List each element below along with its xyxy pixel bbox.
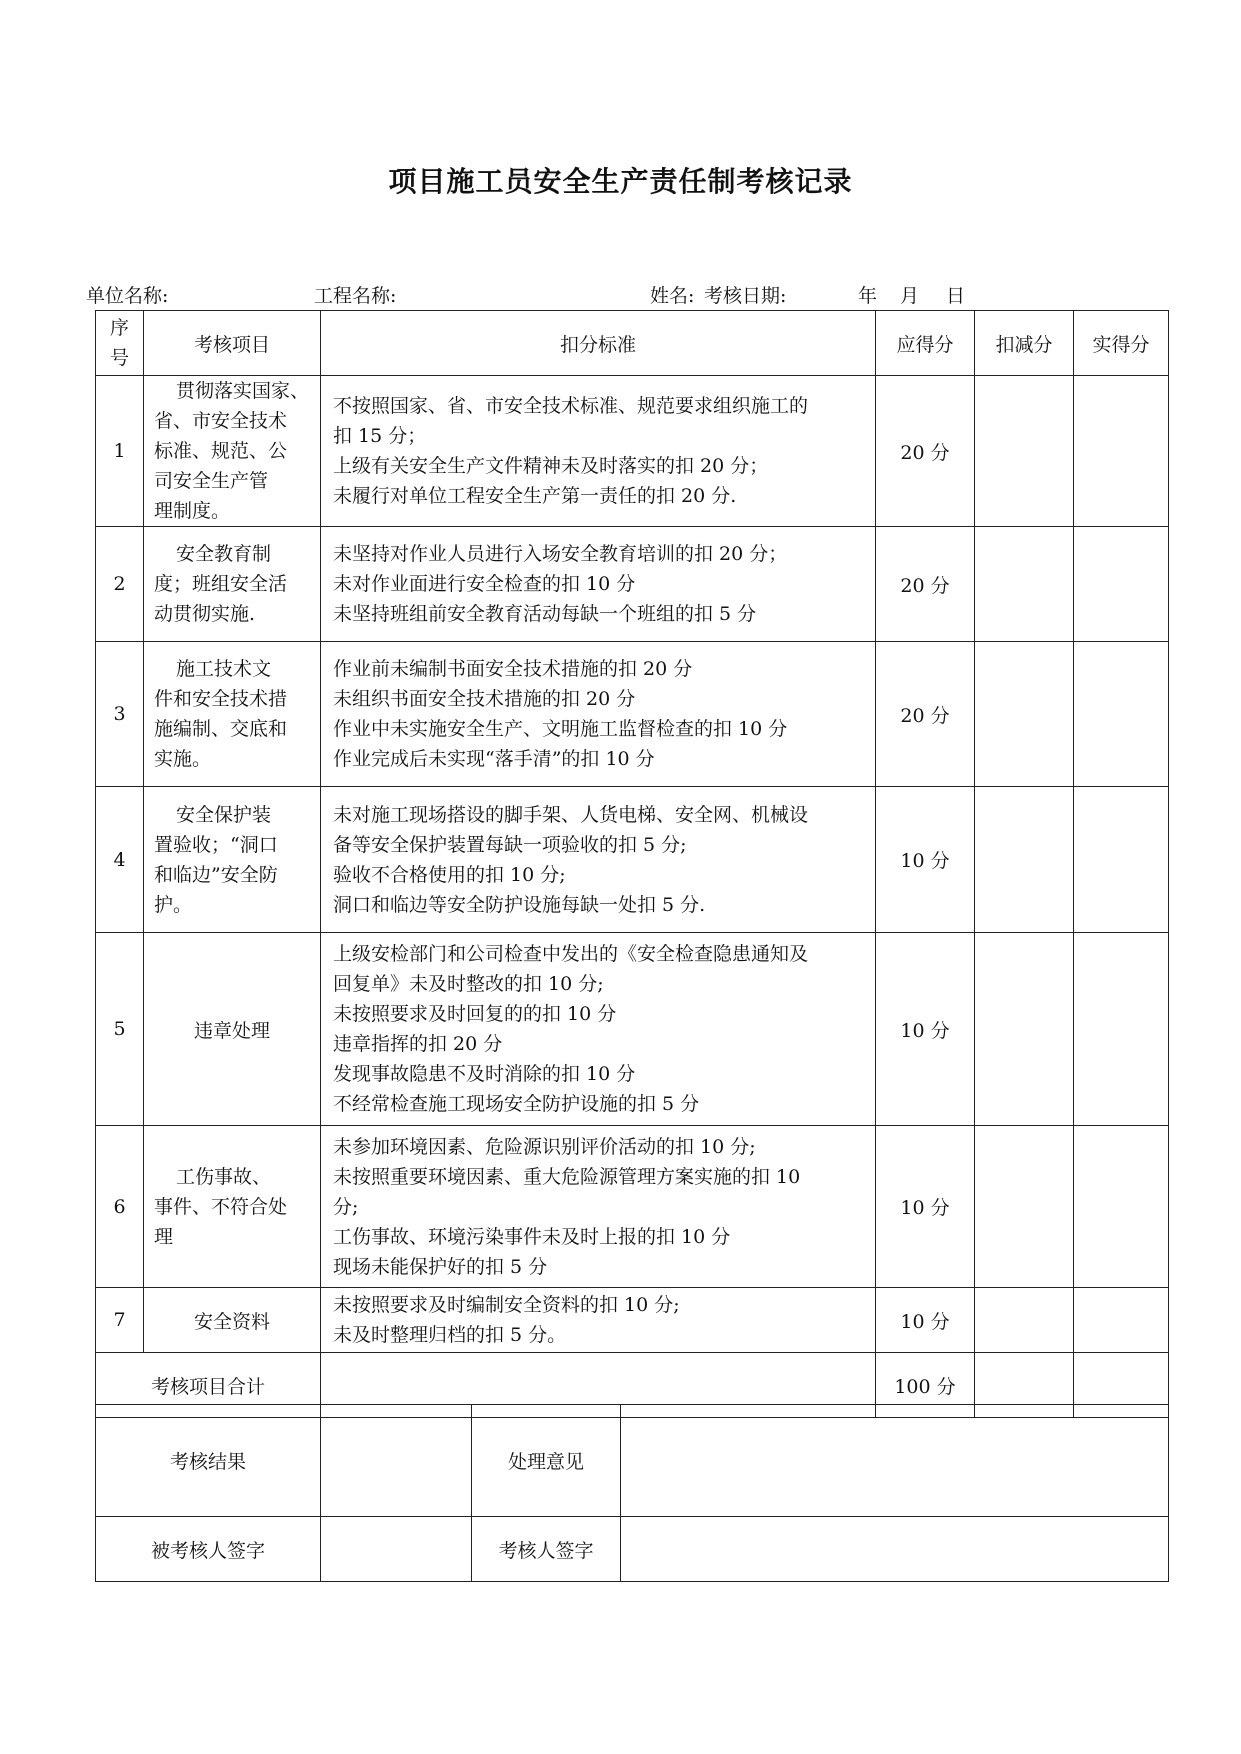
row-item-line: 理制度。 [154, 500, 231, 522]
criteria-line: 洞口和临边等安全防护设施每缺一处扣 5 分. [333, 893, 706, 916]
criteria-line: 违章指挥的扣 20 分 [333, 1033, 503, 1055]
row-seq: 5 [96, 933, 144, 1126]
row-should-score: 10 分 [876, 1126, 975, 1288]
row-item-line: 实施。 [154, 748, 212, 770]
row-criteria [321, 642, 876, 787]
row-actual-cell[interactable] [1074, 642, 1169, 787]
result-table [95, 1404, 1169, 1582]
page-title: 项目施工员安全生产责任制考核记录 [388, 165, 853, 198]
criteria-line: 回复单》未及时整改的扣 10 分; [333, 973, 604, 995]
row-seq: 4 [96, 787, 144, 933]
row-deduct-cell[interactable] [975, 527, 1074, 642]
row-item-line: 安全教育制 [176, 543, 272, 565]
row-should-score: 20 分 [876, 642, 975, 787]
criteria-line: 验收不合格使用的扣 10 分; [333, 863, 566, 886]
row-item-line: 施编制、交底和 [154, 718, 288, 740]
row-seq: 3 [96, 642, 144, 787]
criteria-line: 现场未能保护好的扣 5 分 [333, 1255, 548, 1278]
criteria-line: 未按照要求及时回复的的扣 10 分 [333, 1003, 617, 1025]
row-criteria [321, 376, 876, 527]
row-criteria [321, 1126, 876, 1288]
criteria-line: 未对施工现场搭设的脚手架、人货电梯、安全网、机械设 [333, 803, 809, 826]
criteria-line: 未对作业面进行安全检查的扣 10 分 [333, 573, 636, 595]
examinee-signature-label: 被考核人签字 [96, 1517, 321, 1582]
header-row [96, 311, 1169, 376]
row-item-line: 护。 [154, 893, 193, 916]
row-criteria [321, 787, 876, 933]
row-deduct-cell[interactable] [975, 1126, 1074, 1288]
header-item: 考核项目 [144, 311, 321, 376]
row-item-line: 安全资料 [193, 1310, 270, 1333]
row-item-line: 违章处理 [193, 1019, 270, 1042]
criteria-line: 扣 15 分； [333, 425, 427, 447]
result-value-cell[interactable] [321, 1405, 472, 1517]
row-item-line: 司安全生产管 [154, 470, 269, 492]
row-item-line: 安全保护装 [176, 803, 272, 826]
row-item-line: 置验收；“洞口 [154, 833, 278, 856]
row-item-line: 事件、不符合处 [154, 1195, 288, 1218]
table-row [96, 376, 1169, 527]
row-should-score: 20 分 [876, 376, 975, 527]
opinion-label: 处理意见 [472, 1405, 621, 1517]
row-seq: 2 [96, 527, 144, 642]
unit-name-label: 单位名称: [86, 285, 169, 307]
criteria-line: 不经常检查施工现场安全防护设施的扣 5 分 [333, 1093, 700, 1115]
row-criteria [321, 527, 876, 642]
row-actual-cell[interactable] [1074, 527, 1169, 642]
row-item-line: 标准、规范、公 [154, 440, 288, 462]
project-name-label: 工程名称: [314, 285, 397, 307]
table-row [96, 933, 1169, 1126]
row-item-line: 省、市安全技术 [154, 410, 288, 432]
row-deduct-cell[interactable] [975, 1288, 1074, 1353]
row-deduct-cell[interactable] [975, 376, 1074, 527]
row-item [144, 1126, 321, 1288]
header-should-score: 应得分 [876, 311, 975, 376]
criteria-line: 工伤事故、环境污染事件未及时上报的扣 10 分 [333, 1225, 731, 1248]
examiner-signature-cell[interactable] [621, 1517, 1169, 1582]
row-actual-cell[interactable] [1074, 376, 1169, 527]
criteria-line: 未参加环境因素、危险源识别评价活动的扣 10 分; [333, 1135, 756, 1158]
criteria-line: 分; [333, 1195, 359, 1218]
row-item [144, 1288, 321, 1353]
row-item [144, 933, 321, 1126]
row-criteria [321, 1288, 876, 1353]
row-item-line: 动贯彻实施. [154, 603, 256, 625]
criteria-line: 发现事故隐患不及时消除的扣 10 分 [333, 1063, 636, 1085]
row-seq: 6 [96, 1126, 144, 1288]
row-deduct-cell[interactable] [975, 642, 1074, 787]
header-actual-score: 实得分 [1074, 311, 1169, 376]
row-item-line: 贯彻落实国家、 [176, 380, 310, 402]
header-seq-line2: 号 [109, 347, 129, 369]
assessment-table [95, 310, 1169, 1418]
table-row [96, 787, 1169, 933]
row-item [144, 376, 321, 527]
examinee-signature-cell[interactable] [321, 1517, 472, 1582]
person-name-label: 姓名: [650, 285, 695, 307]
row-item [144, 787, 321, 933]
date-year-label: 年 [858, 285, 878, 307]
table-row [96, 1288, 1169, 1353]
signature-row [96, 1517, 1169, 1582]
criteria-line: 上级有关安全生产文件精神未及时落实的扣 20 分； [333, 455, 769, 477]
row-seq: 7 [96, 1288, 144, 1353]
criteria-line: 未按照重要环境因素、重大危险源管理方案实施的扣 10 [333, 1165, 801, 1188]
row-should-score: 10 分 [876, 787, 975, 933]
criteria-line: 未按照要求及时编制安全资料的扣 10 分; [333, 1294, 680, 1316]
criteria-line: 上级安检部门和公司检查中发出的《安全检查隐患通知及 [333, 943, 809, 965]
examiner-signature-label: 考核人签字 [472, 1517, 621, 1582]
row-seq: 1 [96, 376, 144, 527]
criteria-line: 未及时整理归档的扣 5 分。 [333, 1324, 567, 1346]
table-row [96, 1126, 1169, 1288]
row-item-line: 工伤事故、 [176, 1165, 272, 1188]
row-item-line: 施工技术文 [176, 658, 272, 680]
criteria-line: 未履行对单位工程安全生产第一责任的扣 20 分. [333, 485, 737, 507]
criteria-line: 未组织书面安全技术措施的扣 20 分 [333, 688, 636, 710]
criteria-line: 作业完成后未实现“落手清”的扣 10 分 [333, 748, 655, 770]
row-actual-cell[interactable] [1074, 933, 1169, 1126]
row-item-line: 件和安全技术措 [154, 688, 288, 710]
row-actual-cell[interactable] [1074, 1288, 1169, 1353]
assessment-date-label: 考核日期: [704, 285, 787, 307]
row-item-line: 和临边”安全防 [154, 863, 278, 886]
result-label: 考核结果 [96, 1405, 321, 1517]
criteria-line: 备等安全保护装置每缺一项验收的扣 5 分; [333, 833, 687, 856]
criteria-line: 不按照国家、省、市安全技术标准、规范要求组织施工的 [333, 395, 809, 417]
total-label: 考核项目合计 [96, 1353, 321, 1418]
row-deduct-cell[interactable] [975, 933, 1074, 1126]
row-actual-cell[interactable] [1074, 1126, 1169, 1288]
row-deduct-cell[interactable] [975, 787, 1074, 933]
header-criteria: 扣分标准 [321, 311, 876, 376]
header-deduct-score: 扣减分 [975, 311, 1074, 376]
criteria-line: 未坚持班组前安全教育活动每缺一个班组的扣 5 分 [333, 603, 757, 625]
table-row [96, 527, 1169, 642]
row-item-line: 理 [154, 1225, 174, 1248]
header-seq-line1: 序 [109, 317, 129, 339]
row-item [144, 527, 321, 642]
opinion-value-cell[interactable] [621, 1405, 1169, 1517]
row-item-line: 度；班组安全活 [154, 573, 288, 595]
header-seq [96, 311, 144, 376]
row-should-score: 20 分 [876, 527, 975, 642]
total-score: 100 分 [876, 1353, 975, 1418]
criteria-line: 作业前未编制书面安全技术措施的扣 20 分 [333, 658, 693, 680]
date-month-label: 月 [900, 285, 920, 307]
date-day-label: 日 [946, 285, 966, 307]
result-row [96, 1405, 1169, 1517]
criteria-line: 作业中未实施安全生产、文明施工监督检查的扣 10 分 [333, 718, 788, 740]
row-criteria [321, 933, 876, 1126]
criteria-line: 未坚持对作业人员进行入场安全教育培训的扣 20 分； [333, 543, 788, 565]
row-item [144, 642, 321, 787]
row-should-score: 10 分 [876, 933, 975, 1126]
row-actual-cell[interactable] [1074, 787, 1169, 933]
row-should-score: 10 分 [876, 1288, 975, 1353]
table-row [96, 642, 1169, 787]
